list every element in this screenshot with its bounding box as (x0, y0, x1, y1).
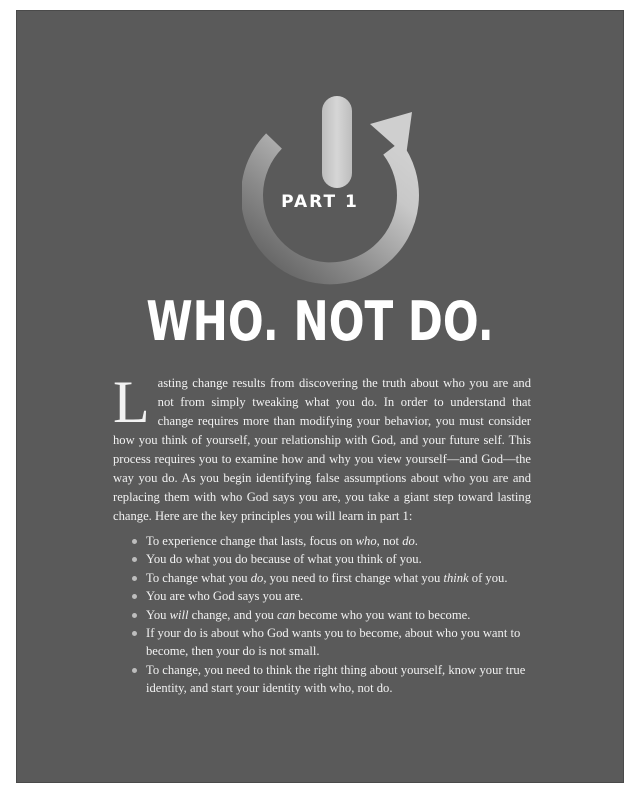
bullet-icon (132, 557, 137, 562)
principle-text: , you need to first change what you (263, 570, 444, 585)
principle-text: To change, you need to think the right thing about yourself, know your true identity, and start your identity with who, not do. (146, 662, 526, 696)
bullet-icon (132, 594, 137, 599)
power-icon (242, 86, 432, 286)
principle-item (130, 661, 530, 698)
principle-item (130, 606, 530, 624)
principle-text: change, and you (188, 607, 277, 622)
chapter-title: WHO. NOT DO. (146, 290, 494, 353)
principles-list (130, 532, 530, 698)
principle-emphasis: will (169, 607, 189, 622)
principle-emphasis: who (355, 534, 377, 548)
principle-emphasis: can (276, 607, 296, 622)
bullet-icon (132, 539, 137, 544)
principle-item (130, 532, 530, 550)
principle-text: , not (376, 534, 403, 548)
principle-text: You do what you do because of what you think of you. (146, 552, 422, 567)
principle-text: To change what you (146, 570, 251, 585)
principle-emphasis: think (443, 570, 469, 585)
principle-text: To experience change that lasts, focus on (146, 534, 356, 548)
bullet-icon (132, 631, 137, 636)
principle-text: You are who God says you are. (146, 589, 304, 604)
bullet-icon (132, 668, 137, 673)
principle-item (130, 587, 530, 605)
drop-cap: L (113, 369, 150, 435)
principle-item (130, 550, 530, 568)
intro-paragraph (113, 369, 531, 526)
part-label: PART 1 (281, 192, 359, 212)
principle-item (130, 624, 530, 661)
principle-emphasis: do (250, 570, 264, 585)
intro-text: asting change results from discovering the truth about who you are and not from simply tweaking what you do. In order to understand that change requires more than modifying your behavior, you must consider how you think of yourself, your relationship with God, and your future self. This process requires you to examine how and why you view yourself—and God—the way you do. As you begin identifying false assumptions about who you are and replacing them with who God says you are, you take a giant step toward lasting change. Here are the key principles you will learn in part 1: (113, 376, 531, 523)
principle-text: become who you want to become. (295, 607, 471, 622)
principle-text: . (414, 534, 418, 548)
principle-item (130, 569, 530, 587)
bullet-icon (132, 613, 137, 618)
principle-text: of you. (468, 570, 508, 585)
bullet-icon (132, 576, 137, 581)
book-page (16, 10, 624, 783)
principle-text: If your do is about who God wants you to become, about who you want to become, then your do is not small. (146, 626, 521, 659)
principle-emphasis: do (402, 534, 415, 548)
principle-text: You (146, 607, 170, 622)
